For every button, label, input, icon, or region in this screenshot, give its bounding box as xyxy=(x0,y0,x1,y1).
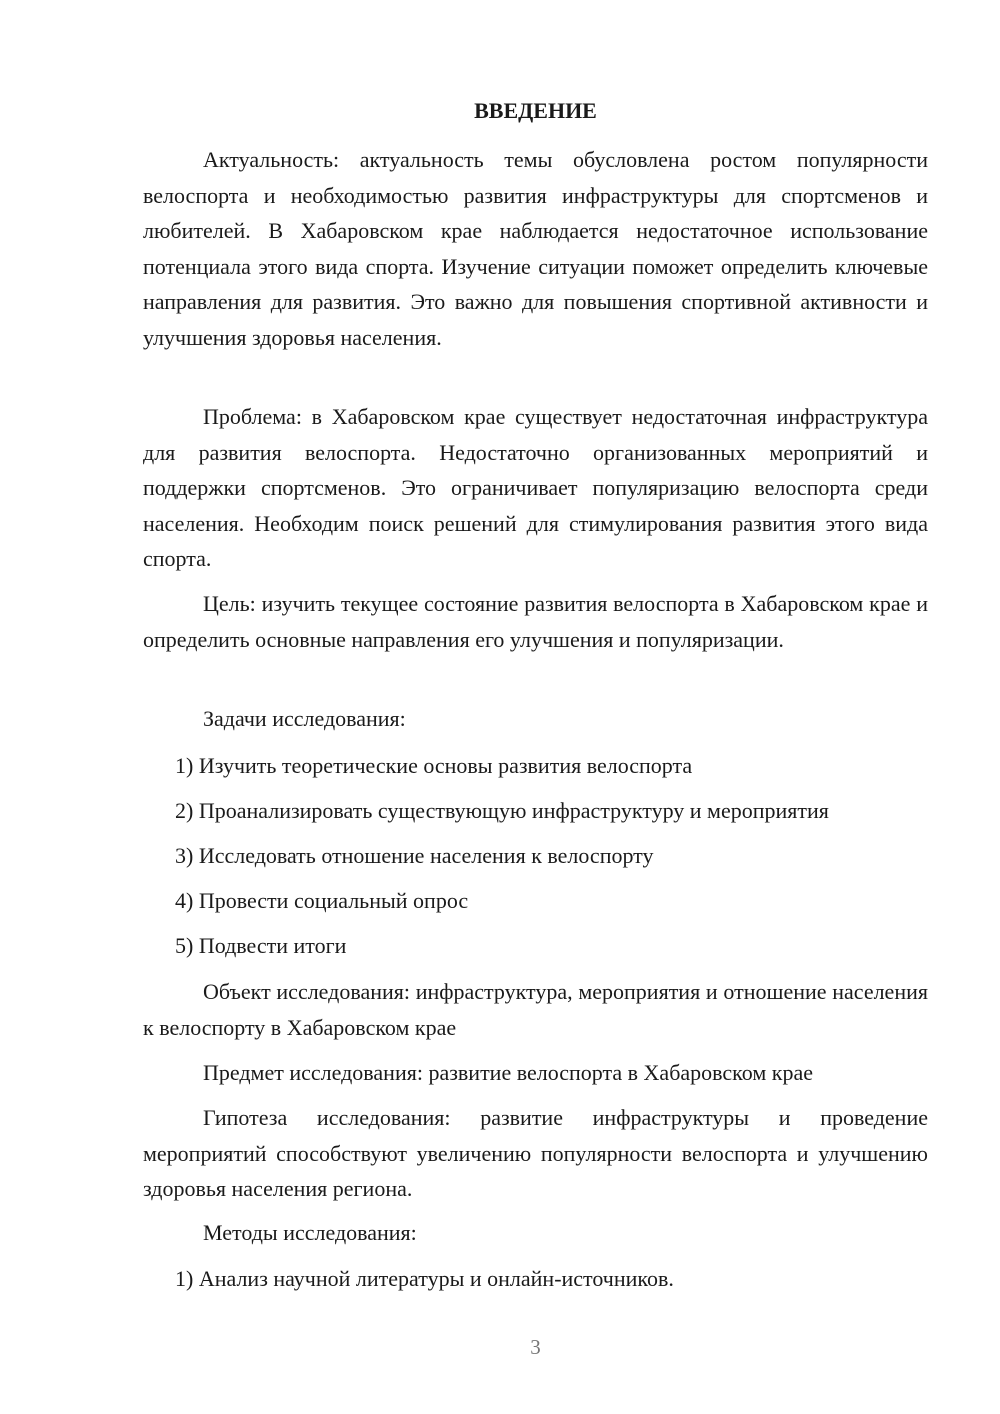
task-item: 1) Изучить теоретические основы развития велоспорта xyxy=(175,753,693,778)
object-paragraph: Объект исследования: инфраструктура, мероприятия и отношение населения к велоспорту в Хабаровском крае xyxy=(143,979,928,1040)
task-item: 2) Проанализировать существующую инфраструктуру и мероприятия xyxy=(175,798,829,823)
subject-paragraph: Предмет исследования: развитие велоспорта в Хабаровском крае xyxy=(203,1060,813,1085)
methods-heading: Методы исследования: xyxy=(203,1220,417,1245)
task-item: 5) Подвести итоги xyxy=(175,933,347,958)
document-page xyxy=(143,0,928,1414)
problem-paragraph: Проблема: в Хабаровском крае существует недостаточная инфраструктура для развития велоспорта. Недостаточно организованных мероприятий и поддержки спортсменов. Это ограничивает популяризацию велоспорта среди населения. Необходим поиск решений для стимулирования развития этого вида спорта. xyxy=(143,404,928,571)
task-item: 3) Исследовать отношение населения к велоспорту xyxy=(175,843,654,868)
page-number: 3 xyxy=(530,1335,541,1359)
method-item: 1) Анализ научной литературы и онлайн-источников. xyxy=(175,1266,674,1291)
hypothesis-paragraph: Гипотеза исследования: развитие инфраструктуры и проведение мероприятий способствуют увеличению популярности велоспорта и улучшению здоровья населения региона. xyxy=(143,1105,928,1201)
tasks-heading: Задачи исследования: xyxy=(203,706,406,731)
task-item: 4) Провести социальный опрос xyxy=(175,888,469,913)
section-title: ВВЕДЕНИЕ xyxy=(474,98,597,123)
relevance-paragraph: Актуальность: актуальность темы обусловлена ростом популярности велоспорта и необходимостью развития инфраструктуры для спортсменов и любителей. В Хабаровском крае наблюдается недостаточное использование потенциала этого вида спорта. Изучение ситуации поможет определить ключевые направления для развития. Это важно для повышения спортивной активности и улучшения здоровья населения. xyxy=(143,147,928,350)
goal-paragraph: Цель: изучить текущее состояние развития велоспорта в Хабаровском крае и определить основные направления его улучшения и популяризации. xyxy=(143,591,928,652)
